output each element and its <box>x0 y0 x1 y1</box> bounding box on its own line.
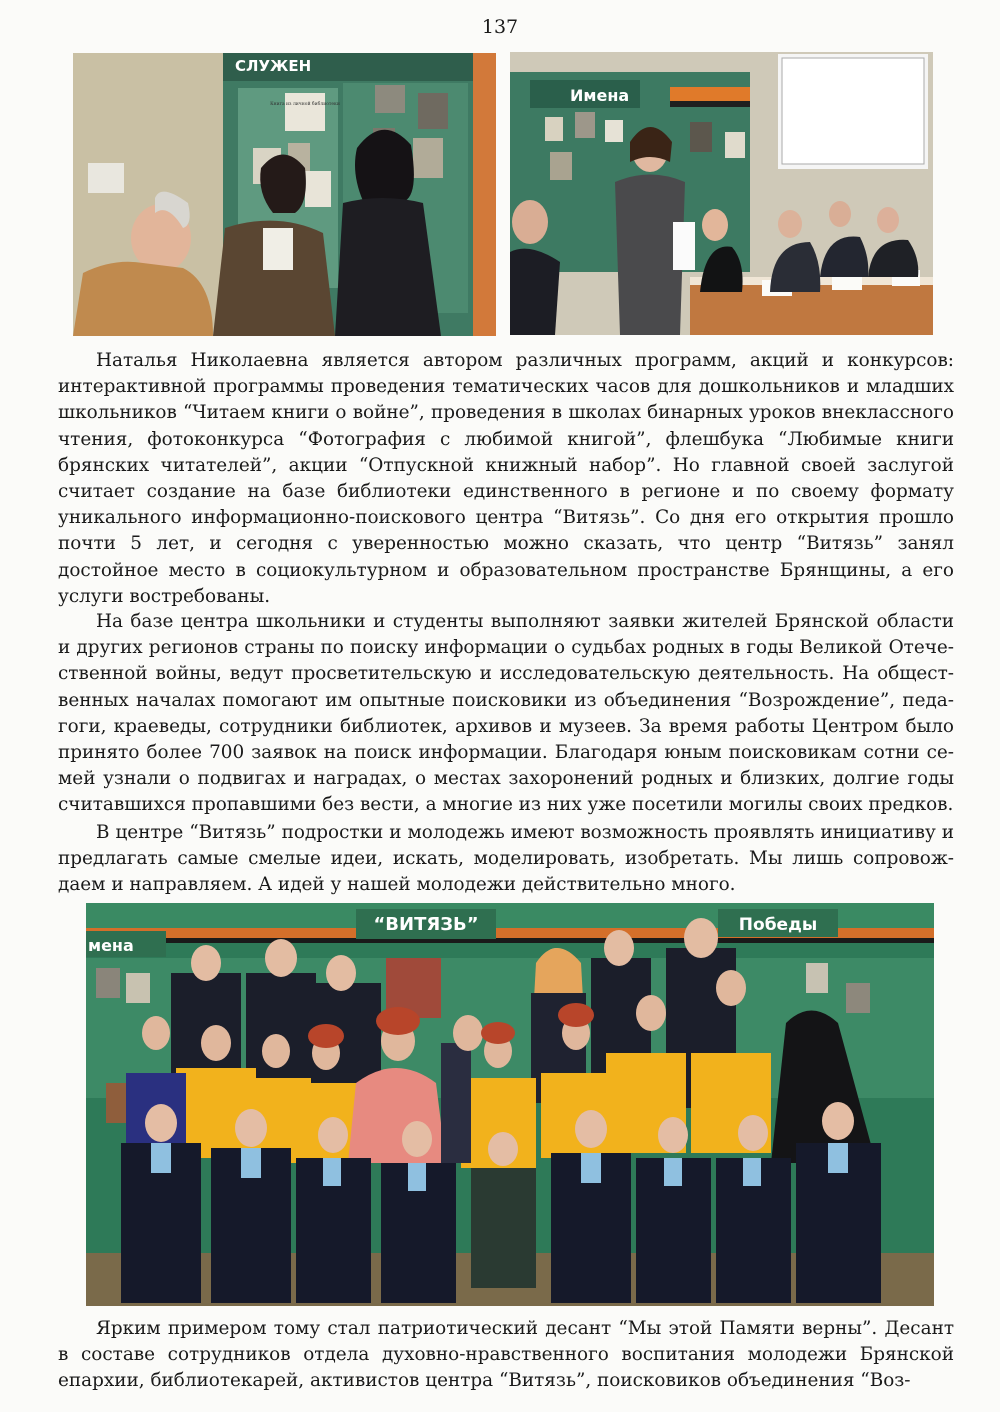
paragraph-text: Наталья Николаевна является автором различных программ, акций и конкурсов: интерактивной программы проведения тематических часов для дошкольников и младших школьников “Читаем книги о войне”, проведения в школах бинарных уроков внеклассного чтения, фотоконкурса “Фотография с любимой книгой”, флешбука “Любимые книги брянских читателей”, акции “Отпускной книжный набор”. Но главной своей заслугой считает создание на базе библиотеки единственного в регионе и по своему формату уникального информационно-поискового центра “Витязь”. Со дня его открытия прошло почти 5 лет, и сегодня с уверенностью можно сказать, что центр “Витязь” занял достойное место в социокультурном и образовательном пространстве Брянщины, а его услуги востребованы. <box>58 350 954 607</box>
paragraph-1 <box>58 348 954 610</box>
photo-sign-text: Имена <box>570 86 630 105</box>
paragraph-3 <box>58 820 954 899</box>
photo-sign-text: СЛУЖЕН <box>235 57 312 75</box>
paragraph-2 <box>58 609 954 819</box>
photo-sign-text: мена <box>88 936 134 955</box>
photo-sign-text: “ВИТЯЗЬ” <box>373 914 479 935</box>
photo-group-vityaz <box>86 903 934 1306</box>
paragraph-text: Ярким примером тому стал патриотический десант “Мы этой Памяти верны”. Десант в составе сотрудников отдела духовно-нравственного воспитания молодежи Брянской епархии, библиотекарей, активистов центра “Витязь”, поисковиков объединения “Воз- <box>58 1318 954 1392</box>
photo-sign-text: Победы <box>738 915 818 935</box>
paragraph-4 <box>58 1316 954 1395</box>
paragraph-text: На базе центра школьники и студенты выполняют заявки жителей Брянской области и других регионов страны по поиску информации о судьбах родных в годы Великой Отечественной войны, ведут просветительскую и исследовательскую деятельность. На общественных началах помогают им опытные поисковики из объединения “Возрождение”, педагоги, краеведы, сотрудники библиотек, архивов и музеев. За время работы Центром было принято более 700 заявок на поиск информации. Благодаря юным поисковикам сотни семей узнали о подвигах и наградах, о местах захоронений родных и близких, долгие годы считавшихся пропавшими без вести, а многие из них уже посетили могилы своих предков. <box>58 611 954 816</box>
photo-conference-speaker <box>510 52 933 335</box>
paragraph-text: В центре “Витязь” подростки и молодежь имеют возможность проявлять инициативу и предлагать самые смелые идеи, искать, моделировать, изобретать. Мы лишь сопровождаем и направляем. А идей у нашей молодежи действительно много. <box>58 822 954 896</box>
photo-exhibition-visitors <box>73 53 496 336</box>
poster-text: Книга из личной библиотеки <box>270 102 340 107</box>
page-number: 137 <box>481 16 519 38</box>
